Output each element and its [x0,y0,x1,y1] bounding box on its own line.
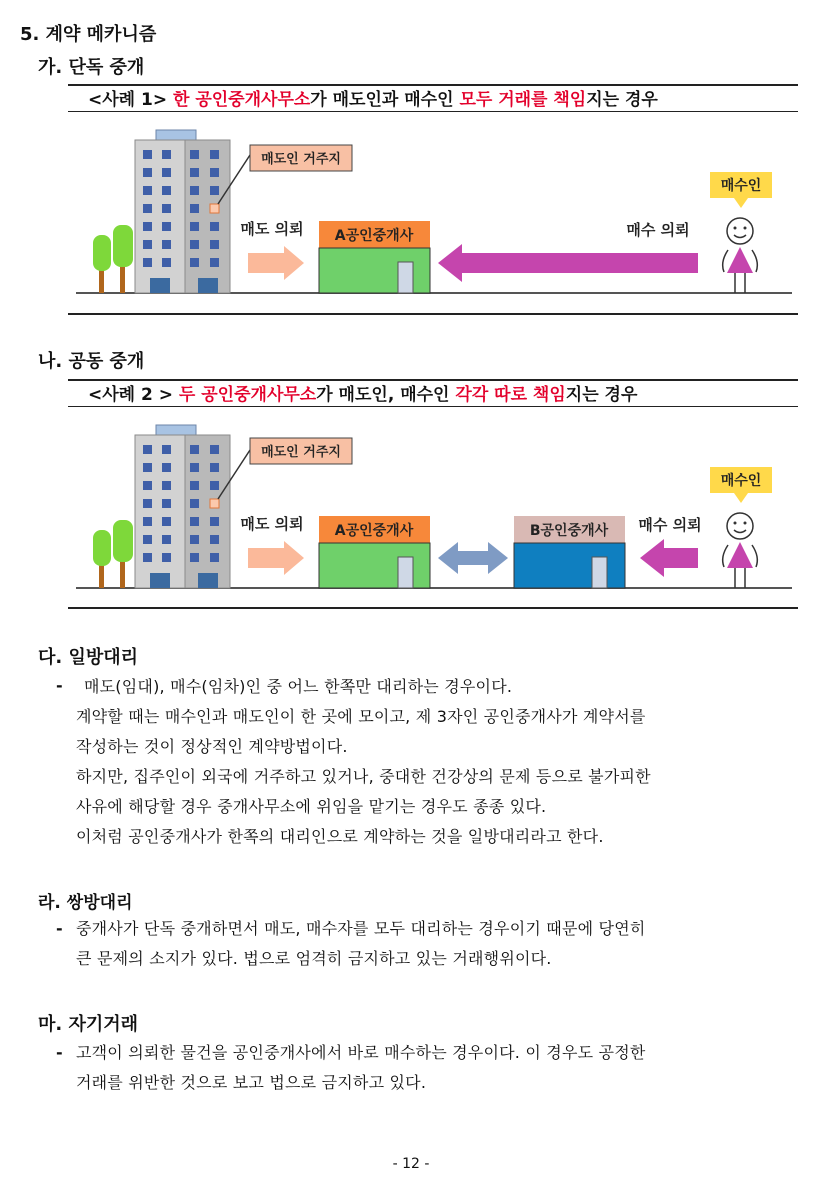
office-door [592,557,607,588]
case2-red1: 두 공인중개사무소 [178,385,317,405]
agent-a-label: A공인중개사 [334,523,414,539]
buyer-label: 매수인 [720,473,762,489]
sell-request-label: 매도 의뢰 [240,220,304,238]
bullet-dash: - [56,1043,63,1062]
diagram-sole-brokerage [0,110,822,310]
agent-b-office [514,543,625,588]
buyer-pointer-icon [734,198,748,208]
buyer-pointer-icon [734,493,748,503]
agent-a-label: A공인중개사 [334,228,414,244]
para-line: 사유에 해당할 경우 중개사무소에 위임을 맡기는 경우도 종종 있다. [76,797,547,816]
heading-dual-agency: 라. 쌍방대리 [38,893,133,913]
apartment-building-icon [135,130,230,293]
diagram2-bottom-rule [68,607,798,609]
para-line: 거래를 위반한 것으로 보고 법으로 금지하고 있다. [76,1073,427,1092]
para-line: 중개사가 단독 중개하면서 매도, 매수자를 모두 대리하는 경우이기 때문에 당연히 [76,919,646,938]
heading-one-sided-agency: 다. 일방대리 [38,647,139,668]
bullet-dash: - [56,919,63,938]
buy-arrow-icon [438,244,698,282]
case1-red1: 한 공인중개사무소 [173,90,311,110]
case2-suffix: 지는 경우 [565,385,638,405]
buy-request-label: 매수 의뢰 [638,516,702,534]
case2-mid: 가 매도인, 매수인 [316,385,456,405]
buyer-person-icon [723,513,758,588]
para-line: 고객이 의뢰한 물건을 공인중개사에서 바로 매수하는 경우이다. 이 경우도 공정한 [76,1043,646,1062]
para-line: 매도(임대), 매수(임차)인 중 어느 한쪽만 대리하는 경우이다. [84,677,513,696]
agent-b-label: B공인중개사 [529,523,609,539]
case1-suffix: 지는 경우 [586,90,658,110]
office-door [398,557,413,588]
buy-request-label: 매수 의뢰 [626,221,690,239]
office-door [398,262,413,293]
heading-joint-brokerage: 나. 공동 중개 [38,351,145,372]
para-line: 큰 문제의 소지가 있다. 법으로 엄격히 금지하고 있는 거래행위이다. [76,949,552,968]
case2-title [88,380,637,405]
buyer-person-icon [723,218,758,293]
section-title: 5. 계약 메카니즘 [20,24,157,45]
seller-home-label: 매도인 거주지 [261,152,341,167]
diagram-joint-brokerage [0,405,822,605]
sell-request-label: 매도 의뢰 [240,515,304,533]
bullet-dash: - [56,676,63,695]
sell-arrow-icon [248,541,304,575]
diagram1-bottom-rule [68,313,798,315]
heading-self-dealing: 마. 자기거래 [38,1014,139,1035]
case1-mid: 가 매도인과 매수인 [310,90,460,110]
buyer-label: 매수인 [720,178,762,194]
para-line: 하지만, 집주인이 외국에 거주하고 있거나, 중대한 건강상의 문제 등으로 불가피한 [76,767,651,786]
para-line: 작성하는 것이 정상적인 계약방법이다. [76,737,348,756]
apartment-building-icon [135,425,230,588]
para-line: 계약할 때는 매수인과 매도인이 한 곳에 모이고, 제 3자인 공인중개사가 계약서를 [76,707,646,726]
sell-arrow-icon [248,246,304,280]
case2-prefix: <사례 2 > [88,385,179,405]
page-number: - 12 - [392,1156,430,1172]
para-line: 이처럼 공인중개사가 한쪽의 대리인으로 계약하는 것을 일방대리라고 한다. [76,827,604,846]
case1-red2: 모두 거래를 책임 [459,90,587,110]
tree-icon [93,520,133,588]
case1-prefix: <사례 1> [88,90,173,110]
heading-sole-brokerage: 가. 단독 중개 [38,57,145,78]
case2-red2: 각각 따로 책임 [455,385,566,405]
buy-arrow-icon [640,539,698,577]
seller-home-label: 매도인 거주지 [261,445,341,460]
case1-title [88,85,658,110]
tree-icon [93,225,133,293]
double-arrow-icon [438,542,508,574]
